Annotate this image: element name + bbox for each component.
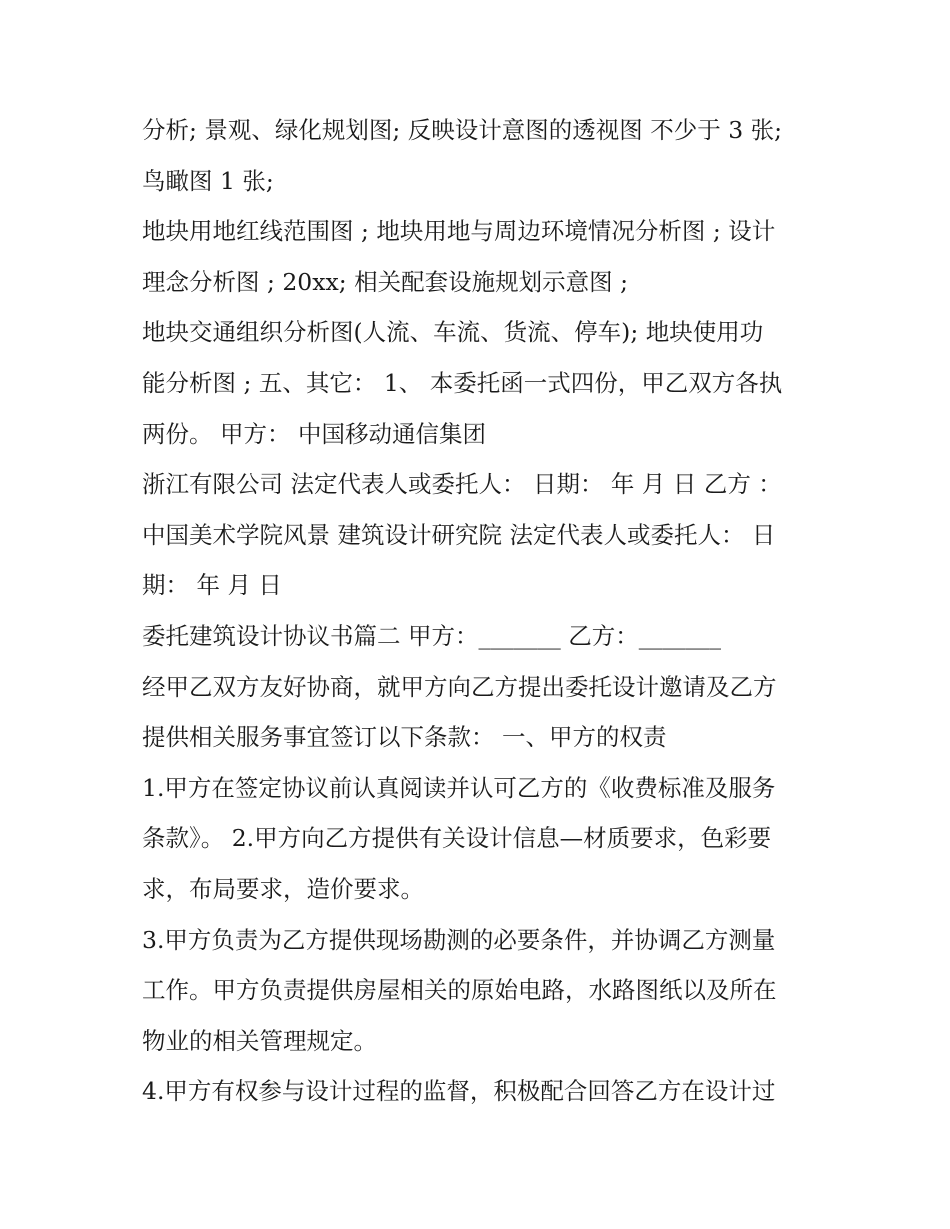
text-line: 提供相关服务事宜签订以下条款： 一、甲方的权责 [142, 723, 667, 752]
text-line: 能分析图 ; 五、其它： 1、 本委托函一式四份，甲乙双方各执 [142, 368, 783, 397]
clause-line: 物业的相关管理规定。 [142, 1026, 377, 1055]
section-heading-line: 委托建筑设计协议书篇二 甲方：_______ 乙方：_______ [142, 621, 721, 650]
clause-line: 1.甲方在签定协议前认真阅读并认可乙方的《收费标准及服务 [142, 773, 776, 802]
document-body [142, 105, 822, 1117]
text-line: 期： 年 月 日 [142, 571, 282, 600]
text-line: 分析; 景观、绿化规划图; 反映设计意图的透视图 不少于 3 张; [142, 116, 783, 144]
text-line: 鸟瞰图 1 张; [142, 166, 274, 195]
text-line: 中国美术学院风景 建筑设计研究院 法定代表人或委托人： 日 [142, 520, 776, 549]
text-line: 浙江有限公司 法定代表人或委托人： 日期： 年 月 日 乙方 ： [142, 470, 782, 499]
clause-line: 条款》。 2.甲方向乙方提供有关设计信息—材质要求，色彩要 [142, 824, 772, 853]
text-line: 两份。 甲方： 中国移动通信集团 [142, 419, 486, 448]
text-line: 地块交通组织分析图(人流、车流、货流、停车); 地块使用功 [142, 318, 764, 347]
clause-line: 4.甲方有权参与设计过程的监督，积极配合回答乙方在设计过 [142, 1077, 776, 1106]
text-line: 地块用地红线范围图 ; 地块用地与周边环境情况分析图 ; 设计 [142, 217, 776, 246]
text-line: 理念分析图 ; 20xx; 相关配套设施规划示意图 ; [142, 267, 629, 296]
text-line: 经甲乙双方友好协商，就甲方向乙方提出委托设计邀请及乙方 [142, 672, 777, 701]
clause-line: 工作。甲方负责提供房屋相关的原始电路，水路图纸以及所在 [142, 976, 777, 1005]
clause-line: 3.甲方负责为乙方提供现场勘测的必要条件，并协调乙方测量 [142, 925, 776, 954]
clause-line: 求，布局要求，造价要求。 [142, 874, 424, 903]
